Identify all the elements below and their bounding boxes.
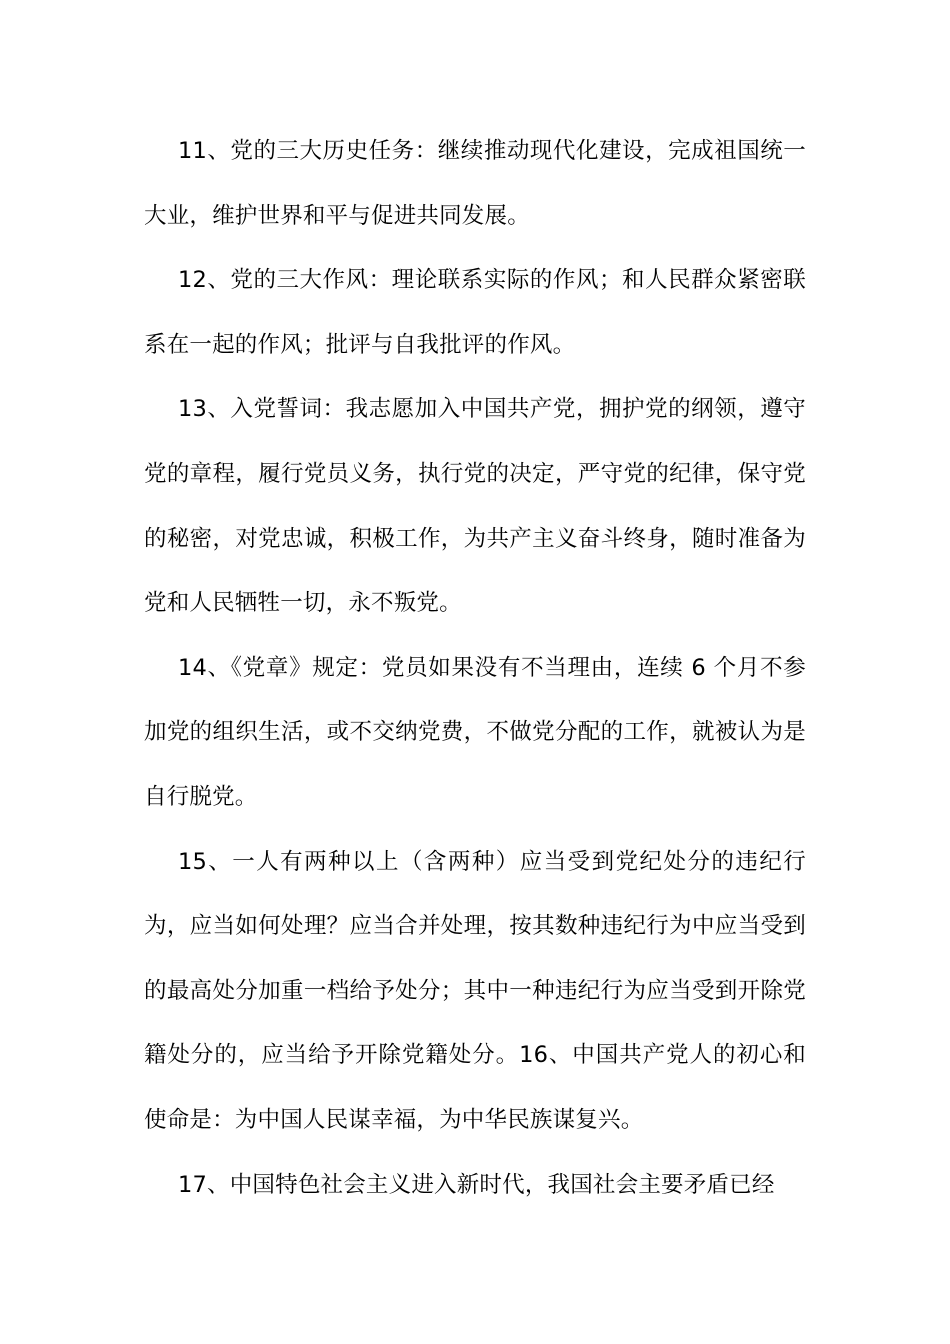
paragraph-13: 13、入党誓词：我志愿加入中国共产党，拥护党的纲领，遵守党的章程，履行党员义务，执行党的决定，严守党的纪律，保守党的秘密，对党忠诚，积极工作，为共产主义奋斗终身，随时准备为党和人民牺牲一切，永不叛党。 [144,396,806,617]
paragraph-12: 12、党的三大作风：理论联系实际的作风；和人民群众紧密联系在一起的作风；批评与自我批评的作风。 [144,267,806,358]
paragraph-14: 14、《党章》规定：党员如果没有不当理由，连续 6 个月不参加党的组织生活，或不交纳党费，不做党分配的工作，就被认为是 自行脱党。 [144,654,806,810]
paragraph-17: 17、中国特色社会主义进入新时代，我国社会主要矛盾已经 [178,1171,775,1198]
paragraph-15: 15、一人有两种以上（含两种）应当受到党纪处分的违纪行为，应当如何处理？应当合并处理，按其数种违纪行为中应当受到的最高处分加重一档给予处分；其中一种违纪行为应当受到开除党籍处分的，应当给予开除党籍处分。16、中国共产党人的初心和使命是：为中国人民谋幸福，为中华民族谋复兴。 [144,848,806,1133]
paragraph-11: 11、党的三大历史任务：继续推动现代化建设，完成祖国统一大业，维护世界和平与促进共同发展。 [144,138,806,229]
document-body [144,119,806,1217]
